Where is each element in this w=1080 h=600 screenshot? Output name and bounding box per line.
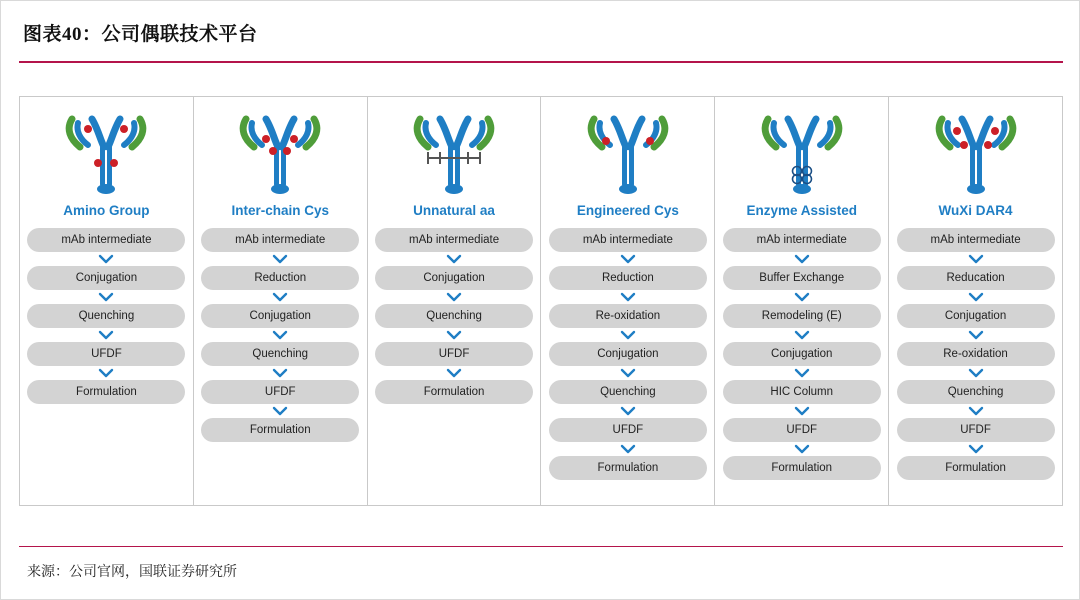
chevron-down-icon [98,366,114,380]
process-step: Remodeling (E) [723,304,881,328]
process-step: UFDF [201,380,359,404]
platform-column [889,97,1062,505]
chevron-down-icon [272,366,288,380]
process-step: Quenching [201,342,359,366]
process-step: Formulation [27,380,185,404]
process-step: Quenching [27,304,185,328]
process-step: Reduction [549,266,707,290]
chevron-down-icon [794,252,810,266]
platform-column [20,97,194,505]
chevron-down-icon [620,404,636,418]
process-step: Conjugation [897,304,1055,328]
process-step: Formulation [549,456,707,480]
platform-column-title: Unnatural aa [413,203,495,218]
source-divider [19,546,1063,547]
platform-column-title: WuXi DAR4 [938,203,1013,218]
platform-column [368,97,542,505]
chevron-down-icon [968,404,984,418]
process-step: mAb intermediate [375,228,533,252]
process-step: mAb intermediate [549,228,707,252]
process-step-list [715,228,888,480]
process-step: UFDF [27,342,185,366]
process-step: Formulation [897,456,1055,480]
platform-column [715,97,889,505]
antibody-icon [576,109,680,199]
chevron-down-icon [446,290,462,304]
chevron-down-icon [272,328,288,342]
chevron-down-icon [98,328,114,342]
process-step: Quenching [897,380,1055,404]
process-step: UFDF [723,418,881,442]
process-step: UFDF [375,342,533,366]
chevron-down-icon [446,252,462,266]
chevron-down-icon [98,290,114,304]
process-step: Conjugation [723,342,881,366]
chevron-down-icon [968,252,984,266]
process-step-list [194,228,367,442]
antibody-icon [54,109,158,199]
platform-column-title: Enzyme Assisted [746,203,857,218]
process-step-list [20,228,193,404]
chevron-down-icon [794,442,810,456]
page-title: 图表40：公司偶联技术平台 [23,24,258,45]
antibody-icon [924,109,1028,199]
process-step: Reducation [897,266,1055,290]
antibody-icon [228,109,332,199]
process-step: Formulation [375,380,533,404]
chevron-down-icon [272,290,288,304]
process-step: UFDF [897,418,1055,442]
process-step: Quenching [375,304,533,328]
process-step-list [368,228,541,404]
chevron-down-icon [620,328,636,342]
chevron-down-icon [620,366,636,380]
chevron-down-icon [620,252,636,266]
process-step: Conjugation [549,342,707,366]
process-step: Conjugation [375,266,533,290]
process-step: UFDF [549,418,707,442]
figure-title-bar [19,19,1063,63]
chevron-down-icon [968,442,984,456]
process-step: Buffer Exchange [723,266,881,290]
process-step: Formulation [723,456,881,480]
process-step: Conjugation [201,304,359,328]
process-step: Re-oxidation [897,342,1055,366]
process-step: mAb intermediate [27,228,185,252]
chevron-down-icon [794,290,810,304]
process-step: Reduction [201,266,359,290]
process-step-list [541,228,714,480]
process-step: Formulation [201,418,359,442]
chevron-down-icon [620,442,636,456]
process-step-list [889,228,1062,480]
process-step: Conjugation [27,266,185,290]
chevron-down-icon [794,366,810,380]
chevron-down-icon [272,252,288,266]
platform-column [541,97,715,505]
process-step: Re-oxidation [549,304,707,328]
chevron-down-icon [968,366,984,380]
process-step: Quenching [549,380,707,404]
chevron-down-icon [968,290,984,304]
chevron-down-icon [794,328,810,342]
process-step: mAb intermediate [723,228,881,252]
chevron-down-icon [446,366,462,380]
platform-column-title: Inter-chain Cys [231,203,329,218]
platform-columns-panel [19,96,1063,506]
chevron-down-icon [272,404,288,418]
source-note: 来源：公司官网，国联证券研究所 [27,565,237,580]
chevron-down-icon [446,328,462,342]
chevron-down-icon [968,328,984,342]
platform-column [194,97,368,505]
chevron-down-icon [620,290,636,304]
antibody-icon [750,109,854,199]
process-step: mAb intermediate [897,228,1055,252]
process-step: HIC Column [723,380,881,404]
process-step: mAb intermediate [201,228,359,252]
antibody-icon [402,109,506,199]
platform-column-title: Engineered Cys [576,203,679,218]
chevron-down-icon [98,252,114,266]
platform-column-title: Amino Group [63,203,150,218]
chevron-down-icon [794,404,810,418]
